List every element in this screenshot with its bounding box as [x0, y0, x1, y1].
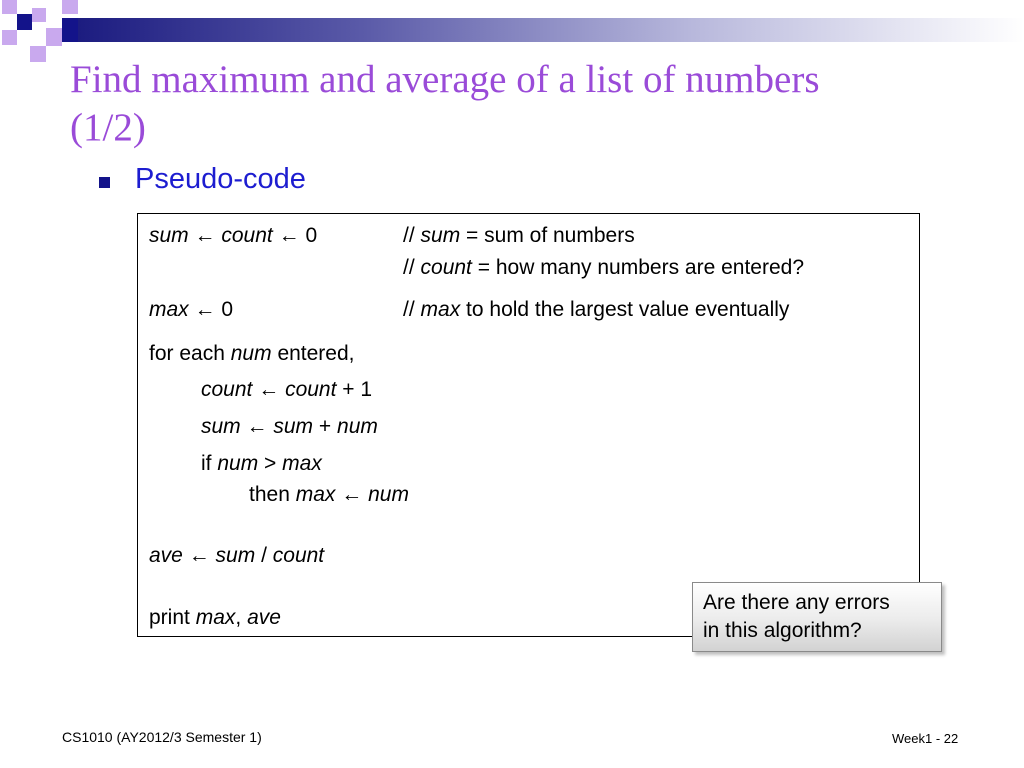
var-num: num: [230, 342, 272, 365]
arrow-icon: ←: [246, 415, 268, 438]
var-num: num: [337, 415, 378, 438]
var-count: count: [272, 544, 325, 567]
pseudo-code-box: [137, 213, 920, 637]
title-line-2: (1/2): [70, 106, 146, 149]
arrow-icon: ←: [194, 298, 216, 321]
comment-marker: //: [403, 224, 415, 247]
decor-square-light: [46, 28, 62, 46]
var-max: max: [195, 606, 236, 629]
callout-line-1: Are there any errors: [703, 591, 890, 614]
var-count: count: [201, 378, 253, 401]
operator-div: /: [261, 544, 267, 567]
decor-square-dark: [62, 18, 78, 42]
code-line-if: [201, 451, 322, 477]
title-line-1: Find maximum and average of a list of numbers: [70, 58, 820, 101]
code-line-for: [149, 341, 355, 367]
var-sum: sum: [273, 415, 314, 438]
operator-plus: +: [318, 415, 332, 438]
var-max: max: [149, 298, 189, 321]
code-line-ave: [149, 543, 324, 569]
var-count: count: [285, 378, 337, 401]
comment-line-3: [403, 297, 789, 323]
error-question-callout: [692, 582, 942, 652]
code-line-count-increment: [201, 377, 372, 403]
code-line-print: [149, 605, 281, 631]
code-text: + 1: [342, 378, 373, 401]
arrow-icon: ←: [278, 224, 300, 247]
value-zero: 0: [305, 224, 318, 247]
arrow-icon: ←: [188, 544, 210, 567]
footer-page-number: Week1 - 22: [892, 731, 959, 746]
var-max: max: [295, 483, 336, 506]
var-num: num: [217, 452, 259, 475]
decor-square-light: [62, 0, 78, 14]
comment-var: sum: [420, 224, 461, 247]
code-line-sum-add: [201, 414, 378, 440]
footer-course: CS1010 (AY2012/3 Semester 1): [62, 729, 262, 745]
var-sum: sum: [215, 544, 256, 567]
operator-gt: >: [264, 452, 277, 475]
slide-title: [70, 56, 970, 152]
comment-marker: //: [403, 298, 415, 321]
var-sum: sum: [149, 224, 189, 247]
keyword-if: if: [201, 452, 212, 475]
comment-var: count: [420, 256, 472, 279]
var-count: count: [221, 224, 273, 247]
decor-square-light: [2, 0, 17, 14]
header-gradient-bar: [78, 18, 1024, 42]
keyword-then: then: [249, 483, 290, 506]
keyword-for-each: for each: [149, 342, 225, 365]
var-num: num: [368, 483, 409, 506]
var-ave: ave: [149, 544, 183, 567]
var-sum: sum: [201, 415, 241, 438]
comment-var: max: [420, 298, 461, 321]
code-line-1: [149, 223, 317, 249]
decor-square-light: [32, 8, 46, 22]
comment-line-1: [403, 223, 635, 249]
arrow-icon: ←: [258, 378, 280, 401]
decor-square-light: [2, 30, 17, 45]
comment-marker: //: [403, 256, 415, 279]
var-ave: ave: [247, 606, 281, 629]
bullet-square-icon: [99, 177, 110, 188]
arrow-icon: ←: [341, 483, 363, 506]
separator-comma: ,: [235, 606, 242, 629]
comment-line-2: [403, 255, 804, 281]
comment-text: = how many numbers are entered?: [477, 256, 805, 279]
keyword-print: print: [149, 606, 190, 629]
code-line-3: [149, 297, 233, 323]
bullet-pseudo-code: Pseudo-code: [135, 163, 306, 195]
callout-line-2: in this algorithm?: [703, 619, 862, 642]
code-text: entered,: [277, 342, 355, 365]
var-max: max: [282, 452, 322, 475]
decor-square-dark: [17, 14, 32, 30]
code-line-then: [249, 482, 409, 508]
comment-text: = sum of numbers: [466, 224, 635, 247]
comment-text: to hold the largest value eventually: [466, 298, 790, 321]
decor-square-light: [30, 46, 46, 62]
arrow-icon: ←: [194, 224, 216, 247]
value-zero: 0: [221, 298, 234, 321]
